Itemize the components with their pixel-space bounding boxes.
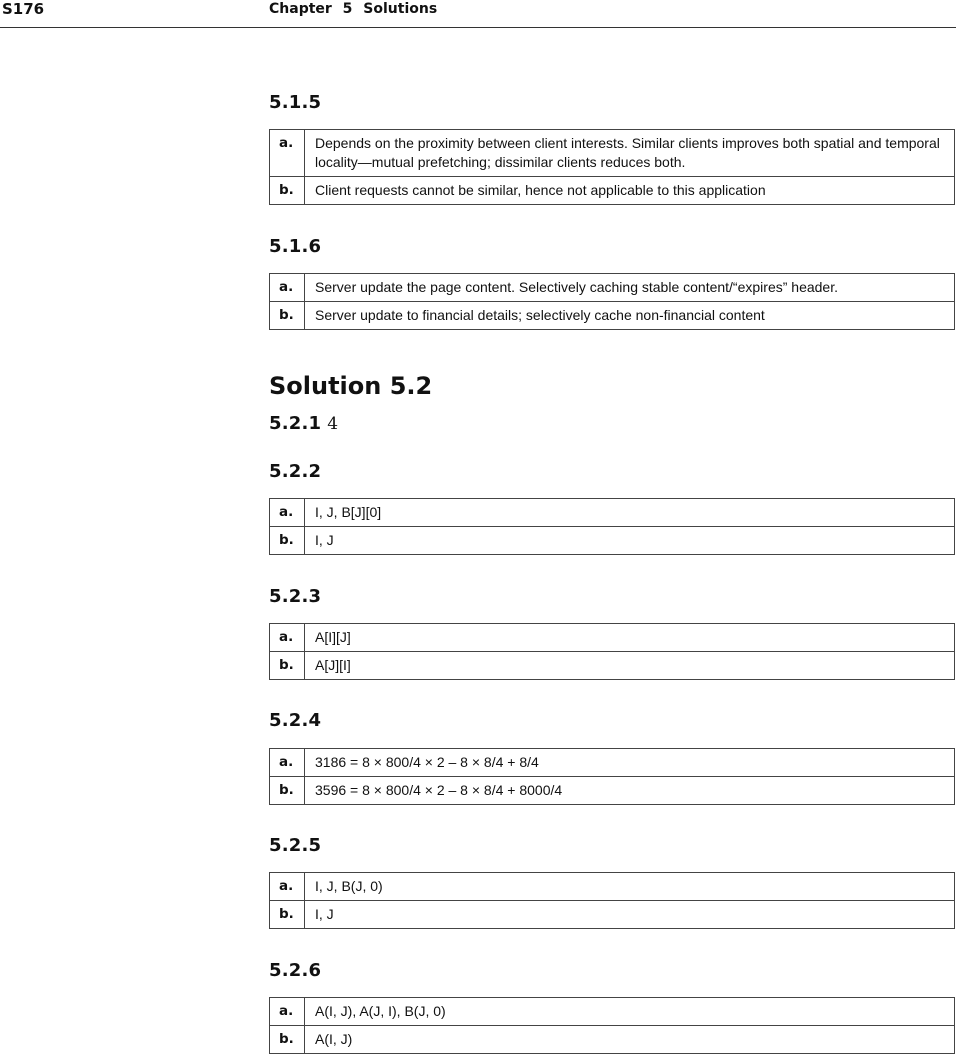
solution-title: Solution 5.2 bbox=[269, 372, 433, 400]
table-row bbox=[270, 177, 955, 205]
row-text: 3186 = 8 × 800/4 × 2 – 8 × 8/4 + 8/4 bbox=[305, 749, 955, 777]
section-heading-5-2-4: 5.2.4 bbox=[269, 710, 322, 731]
row-text: I, J bbox=[305, 527, 955, 555]
section-heading-5-2-5: 5.2.5 bbox=[269, 835, 322, 856]
row-label: a. bbox=[270, 998, 305, 1026]
row-text: A[J][I] bbox=[305, 652, 955, 680]
table-row bbox=[270, 274, 955, 302]
row-label: a. bbox=[270, 274, 305, 302]
section-heading-5-2-2: 5.2.2 bbox=[269, 461, 322, 482]
row-text: Server update the page content. Selectively caching stable content/“expires” header. bbox=[305, 274, 955, 302]
section-heading-5-2-1 bbox=[269, 414, 338, 434]
page-number: S176 bbox=[2, 0, 45, 18]
table-row bbox=[270, 130, 955, 177]
row-text: Client requests cannot be similar, hence not applicable to this application bbox=[305, 177, 955, 205]
answer-table-5-2-4 bbox=[269, 748, 955, 805]
answer-table-5-2-2 bbox=[269, 498, 955, 555]
row-text: A(I, J) bbox=[305, 1026, 955, 1054]
answer-table-5-2-6 bbox=[269, 997, 955, 1054]
section-heading-5-1-5: 5.1.5 bbox=[269, 92, 322, 113]
row-label: b. bbox=[270, 1026, 305, 1054]
row-label: a. bbox=[270, 873, 305, 901]
running-head bbox=[0, 0, 956, 28]
row-text: A[I][J] bbox=[305, 624, 955, 652]
table-row bbox=[270, 624, 955, 652]
answer-table-5-2-3 bbox=[269, 623, 955, 680]
table-row bbox=[270, 873, 955, 901]
section-heading-5-2-3: 5.2.3 bbox=[269, 586, 322, 607]
row-text: 3596 = 8 × 800/4 × 2 – 8 × 8/4 + 8000/4 bbox=[305, 777, 955, 805]
row-text: I, J bbox=[305, 901, 955, 929]
table-row bbox=[270, 527, 955, 555]
row-label: a. bbox=[270, 624, 305, 652]
chapter-title: Chapter 5 Solutions bbox=[269, 1, 438, 17]
row-label: a. bbox=[270, 130, 305, 177]
row-label: b. bbox=[270, 302, 305, 330]
row-text: Server update to financial details; selectively cache non-financial content bbox=[305, 302, 955, 330]
row-label: b. bbox=[270, 652, 305, 680]
row-label: b. bbox=[270, 177, 305, 205]
table-row bbox=[270, 499, 955, 527]
table-row bbox=[270, 302, 955, 330]
section-heading-5-1-6: 5.1.6 bbox=[269, 236, 322, 257]
row-text: I, J, B(J, 0) bbox=[305, 873, 955, 901]
row-label: a. bbox=[270, 499, 305, 527]
table-row bbox=[270, 777, 955, 805]
row-label: b. bbox=[270, 527, 305, 555]
answer-table-5-1-6 bbox=[269, 273, 955, 330]
row-label: b. bbox=[270, 901, 305, 929]
table-row bbox=[270, 652, 955, 680]
table-row bbox=[270, 749, 955, 777]
row-text: A(I, J), A(J, I), B(J, 0) bbox=[305, 998, 955, 1026]
inline-answer-heading: 5.2.1 bbox=[269, 413, 322, 434]
inline-answer-value: 4 bbox=[327, 414, 339, 434]
row-label: a. bbox=[270, 749, 305, 777]
table-row bbox=[270, 1026, 955, 1054]
table-row bbox=[270, 998, 955, 1026]
row-label: b. bbox=[270, 777, 305, 805]
row-text: I, J, B[J][0] bbox=[305, 499, 955, 527]
answer-table-5-2-5 bbox=[269, 872, 955, 929]
row-text: Depends on the proximity between client interests. Similar clients improves both spatial and temporal locality—mutual prefetching; dissimilar clients reduces both. bbox=[305, 130, 955, 177]
section-heading-5-2-6: 5.2.6 bbox=[269, 960, 322, 981]
table-row bbox=[270, 901, 955, 929]
answer-table-5-1-5 bbox=[269, 129, 955, 205]
